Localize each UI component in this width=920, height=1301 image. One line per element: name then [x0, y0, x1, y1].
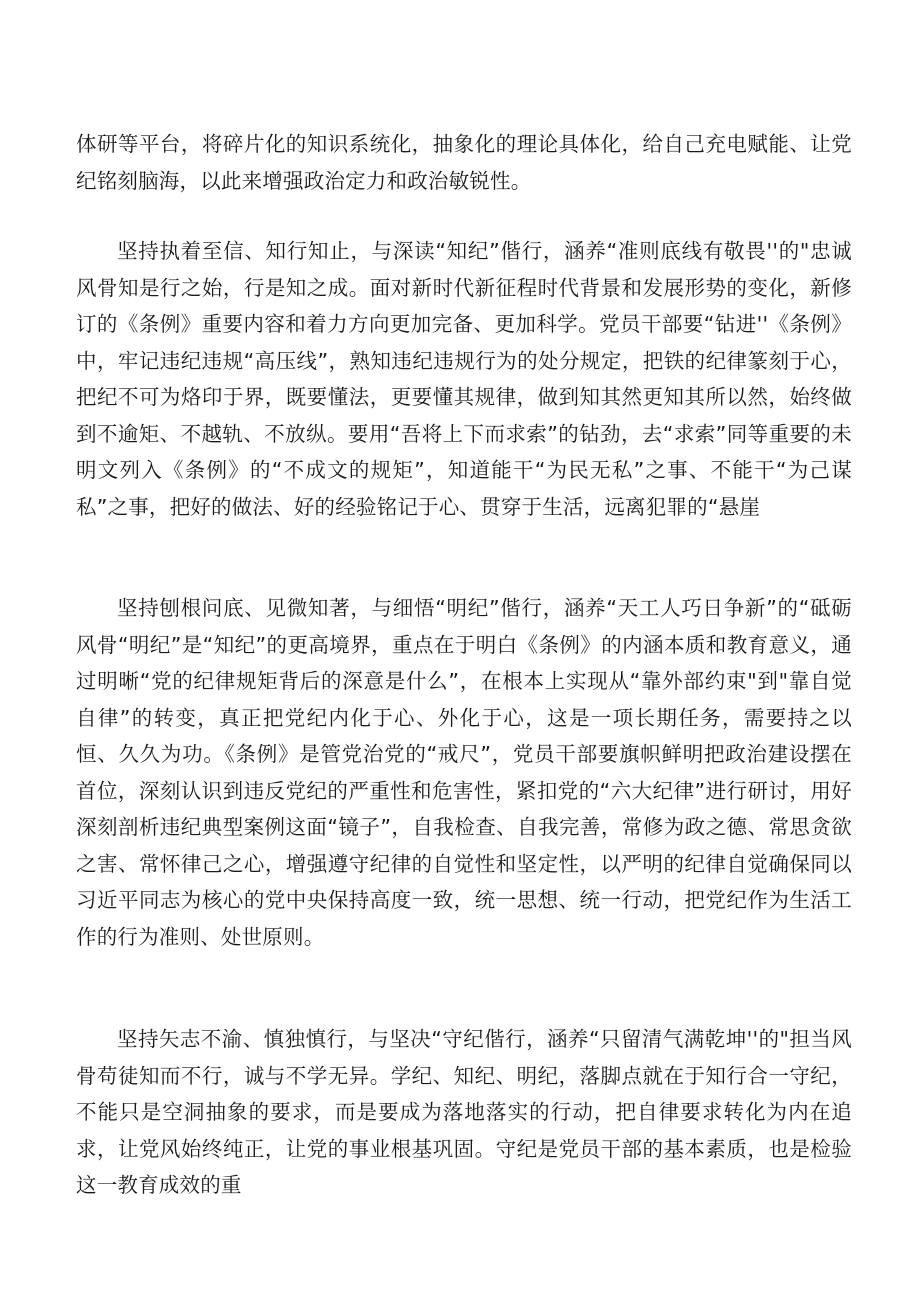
paragraph-zhiji: 坚持执着至信、知行知止，与深读“知纪”偕行，涵养“准则底线有敬畏''的"忠诚风骨知是行之始，行是知之成。面对新时代新征程时代背景和发展形势的变化，新修订的《条例》重要内容和着力方向更加完备、更加科学。党员干部要“钻进''《条例》中，牢记违纪违规“高压线”，熟知违纪违规行为的处分规定，把铁的纪律篆刻于心，把纪不可为烙印于界，既要懂法，更要懂其规律，做到知其然更知其所以然，始终做到不逾矩、不越轨、不放纵。要用“吾将上下而求索”的钻劲，去“求索”同等重要的未明文列入《条例》的“不成文的规矩”，知道能干“为民无私”之事、不能干“为己谋私”之事，把好的做法、好的经验铭记于心、贯穿于生活，远离犯罪的“悬崖 [76, 239, 852, 519]
paragraph-continuation: 体研等平台，将碎片化的知识系统化，抽象化的理论具体化，给自己充电赋能、让党纪铭刻脑海，以此来增强政治定力和政治敏锐性。 [76, 132, 852, 193]
paragraph-mingji: 坚持刨根问底、见微知著，与细悟“明纪”偕行，涵养“天工人巧日争新”的“砥砺风骨“明纪”是“知纪”的更高境界，重点在于明白《条例》的内涵本质和教育意义，通过明晰“党的纪律规矩背后的深意是什么”，在根本上实现从“靠外部约束"到"靠自觉自律”的转变，真正把党纪内化于心、外化于心，这是一项长期任务，需要持之以恒、久久为功。《条例》是管党治党的“戒尺”，党员干部要旗帜鲜明把政治建设摆在首位，深刻认识到违反党纪的严重性和危害性，紧扣党的“六大纪律”进行研讨，用好深刻剖析违纪典型案例这面“镜子”，自我检查、自我完善，常修为政之德、常思贪欲之害、常怀律己之心，增强遵守纪律的自觉性和坚定性，以严明的纪律自觉确保同以习近平同志为核心的党中央保持高度一致，统一思想、统一行动，把党纪作为生活工作的行为准则、处世原则。 [76, 596, 852, 949]
paragraph-shouji: 坚持矢志不渝、慎独慎行，与坚决“守纪偕行，涵养“只留清气满乾坤''的"担当风骨苟徒知而不行，诚与不学无异。学纪、知纪、明纪，落脚点就在于知行合一守纪，不能只是空洞抽象的要求，而是要成为落地落实的行动，把自律要求转化为内在追求，让党风始终纯正，让党的事业根基巩固。守纪是党员干部的基本素质，也是检验这一教育成效的重 [76, 1027, 852, 1197]
